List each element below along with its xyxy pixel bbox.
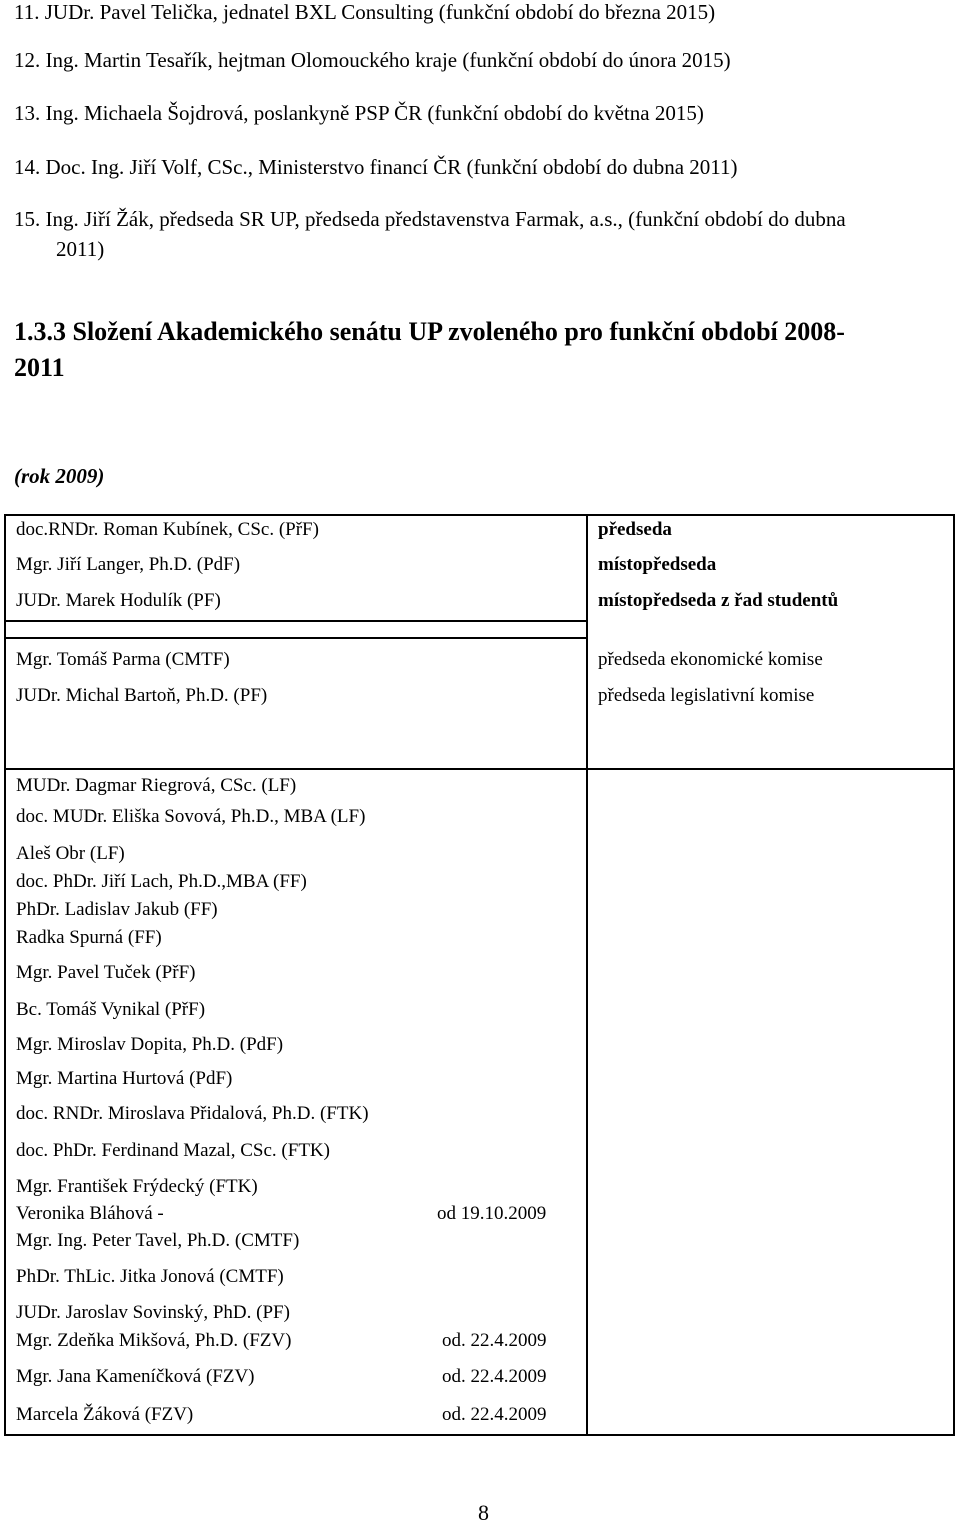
list-item-14: 14. Doc. Ing. Jiří Volf, CSc., Ministerstvo financí ČR (funkční období do dubna 2011) <box>14 155 738 179</box>
committee-chair-role: předseda ekonomické komise <box>598 649 823 670</box>
member-name: Mgr. Ing. Peter Tavel, Ph.D. (CMTF) <box>16 1230 300 1251</box>
committee-chair-name: JUDr. Michal Bartoň, Ph.D. (PF) <box>16 685 268 706</box>
list-item-11: 11. JUDr. Pavel Telička, jednatel BXL Consulting (funkční období do března 2015) <box>14 0 716 24</box>
officer-name: doc.RNDr. Roman Kubínek, CSc. (PřF) <box>16 519 319 540</box>
officer-role: místopředseda <box>598 554 717 575</box>
member-name: doc. MUDr. Eliška Sovová, Ph.D., MBA (LF) <box>16 806 366 827</box>
officer-name: JUDr. Marek Hodulík (PF) <box>16 590 221 611</box>
table-column-divider-lower <box>586 770 588 1436</box>
table-column-divider <box>586 514 588 770</box>
committee-chair-name: Mgr. Tomáš Parma (CMTF) <box>16 649 230 670</box>
section-heading-line1: 1.3.3 Složení Akademického senátu UP zvoleného pro funkční období 2008- <box>14 317 845 346</box>
list-item-12: 12. Ing. Martin Tesařík, hejtman Olomouckého kraje (funkční období do února 2015) <box>14 48 731 72</box>
member-name: doc. PhDr. Jiří Lach, Ph.D.,MBA (FF) <box>16 871 307 892</box>
member-name: doc. RNDr. Miroslava Přidalová, Ph.D. (FTK) <box>16 1103 369 1124</box>
member-name: doc. PhDr. Ferdinand Mazal, CSc. (FTK) <box>16 1140 330 1161</box>
member-name: JUDr. Jaroslav Sovinský, PhD. (PF) <box>16 1302 290 1323</box>
member-date: od. 22.4.2009 <box>442 1366 547 1387</box>
member-name: Veronika Bláhová - <box>16 1203 164 1224</box>
member-name: Aleš Obr (LF) <box>16 843 125 864</box>
year-subheading: (rok 2009) <box>14 464 105 488</box>
member-name: MUDr. Dagmar Riegrová, CSc. (LF) <box>16 775 297 796</box>
table-row-divider <box>4 620 586 622</box>
section-heading-line2: 2011 <box>14 353 65 382</box>
list-item-15: 15. Ing. Jiří Žák, předseda SR UP, předseda představenstva Farmak, a.s., (funkční období do dubna <box>14 207 846 231</box>
member-name: PhDr. ThLic. Jitka Jonová (CMTF) <box>16 1266 284 1287</box>
committee-chair-role: předseda legislativní komise <box>598 685 815 706</box>
member-name: Mgr. Martina Hurtová (PdF) <box>16 1068 233 1089</box>
member-date: od 19.10.2009 <box>437 1203 547 1224</box>
officer-role: předseda <box>598 519 672 540</box>
member-name: Radka Spurná (FF) <box>16 927 162 948</box>
table-row-divider <box>4 768 955 770</box>
page-number: 8 <box>478 1500 489 1525</box>
member-name: Mgr. Pavel Tuček (PřF) <box>16 962 196 983</box>
list-item-15-continuation: 2011) <box>56 237 105 261</box>
officer-name: Mgr. Jiří Langer, Ph.D. (PdF) <box>16 554 241 575</box>
officer-role: místopředseda z řad studentů <box>598 590 839 611</box>
member-date: od. 22.4.2009 <box>442 1330 547 1351</box>
member-name: PhDr. Ladislav Jakub (FF) <box>16 899 218 920</box>
member-date: od. 22.4.2009 <box>442 1404 547 1425</box>
member-name: Mgr. Zdeňka Mikšová, Ph.D. (FZV) <box>16 1330 292 1351</box>
table-row-divider <box>4 637 586 639</box>
member-name: Bc. Tomáš Vynikal (PřF) <box>16 999 206 1020</box>
member-name: Marcela Žáková (FZV) <box>16 1404 194 1425</box>
member-name: Mgr. Jana Kameníčková (FZV) <box>16 1366 255 1387</box>
member-name: Mgr. František Frýdecký (FTK) <box>16 1176 258 1197</box>
member-name: Mgr. Miroslav Dopita, Ph.D. (PdF) <box>16 1034 284 1055</box>
list-item-13: 13. Ing. Michaela Šojdrová, poslankyně PSP ČR (funkční období do května 2015) <box>14 101 704 125</box>
